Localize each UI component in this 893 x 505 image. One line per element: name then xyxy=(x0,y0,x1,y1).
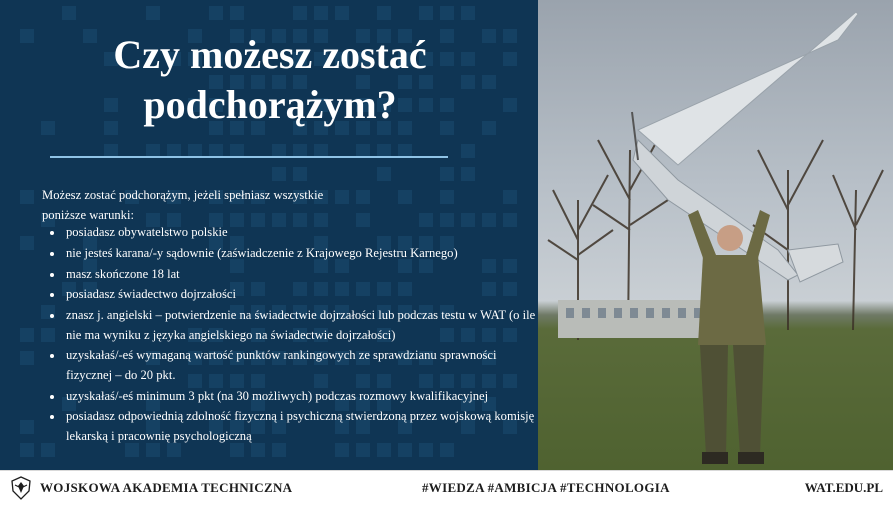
drone xyxy=(632,12,858,282)
title-divider xyxy=(50,156,448,158)
decorative-square xyxy=(20,443,34,457)
list-item: • posiadasz odpowiednią zdolność fizyczną i psychiczną stwierdzoną przez wojskową komisję lekarską i pracownię psychologiczną xyxy=(64,407,538,446)
decorative-square xyxy=(20,236,34,250)
decorative-square xyxy=(20,420,34,434)
soldier xyxy=(688,210,770,464)
eagle-shield-emblem-icon xyxy=(10,476,32,500)
decorative-square xyxy=(377,6,391,20)
photo-soldier-with-drone xyxy=(538,0,893,470)
decorative-square xyxy=(20,351,34,365)
decorative-square xyxy=(20,328,34,342)
title-line-1: Czy możesz zostać xyxy=(113,32,427,77)
decorative-square xyxy=(461,6,475,20)
decorative-square xyxy=(20,190,34,204)
decorative-square xyxy=(503,29,517,43)
slide-title xyxy=(40,30,500,130)
footer-hashtags: #WIEDZA #AMBICJA #TECHNOLOGIA xyxy=(422,480,670,495)
decorative-square xyxy=(440,6,454,20)
decorative-square xyxy=(209,6,223,20)
decorative-square xyxy=(230,6,244,20)
list-item: • masz skończone 18 lat xyxy=(64,265,538,284)
building-windows xyxy=(566,308,702,318)
decorative-square xyxy=(146,6,160,20)
decorative-square xyxy=(62,6,76,20)
decorative-square xyxy=(293,167,307,181)
list-item: • posiadasz obywatelstwo polskie xyxy=(64,223,538,242)
decorative-square xyxy=(461,144,475,158)
decorative-square xyxy=(503,98,517,112)
list-item: • posiadasz świadectwo dojrzałości xyxy=(64,285,538,304)
footer-url: WAT.EDU.PL xyxy=(804,480,883,495)
decorative-square xyxy=(335,6,349,20)
title-line-2: podchorążym? xyxy=(143,82,397,127)
decorative-square xyxy=(314,6,328,20)
decorative-square xyxy=(272,167,286,181)
building xyxy=(558,300,718,338)
photo-illustration xyxy=(538,0,893,470)
decorative-square xyxy=(293,6,307,20)
footer-bar xyxy=(0,470,893,505)
list-item: • uzyskałaś/-eś minimum 3 pkt (na 30 możliwych) podczas rozmowy kwalifikacyjnej xyxy=(64,387,538,406)
decorative-square xyxy=(461,167,475,181)
decorative-square xyxy=(20,29,34,43)
intro-text xyxy=(42,185,512,225)
decorative-square xyxy=(377,167,391,181)
footer-institution-name: WOJSKOWA AKADEMIA TECHNICZNA xyxy=(40,480,293,495)
list-item: • znasz j. angielski – potwierdzenie na świadectwie dojrzałości lub podczas testu w WAT (o ile nie ma wyniku z języka angielskiego na świadectwie dojrzałości) xyxy=(64,306,538,345)
decorative-square xyxy=(419,6,433,20)
decorative-square xyxy=(503,52,517,66)
decorative-square xyxy=(440,167,454,181)
intro-line-1: Możesz zostać podchorążym, jeżeli spełniasz wszystkie xyxy=(42,188,324,202)
requirements-list xyxy=(46,223,538,448)
list-item: • nie jesteś karana/-y sądownie (zaświadczenie z Krajowego Rejestru Karnego) xyxy=(64,244,538,263)
list-item: • uzyskałaś/-eś wymaganą wartość punktów rankingowych ze sprawdzianu sprawności fizycznej – do 20 pkt. xyxy=(64,346,538,385)
intro-line-2: poniższe warunki: xyxy=(42,208,134,222)
